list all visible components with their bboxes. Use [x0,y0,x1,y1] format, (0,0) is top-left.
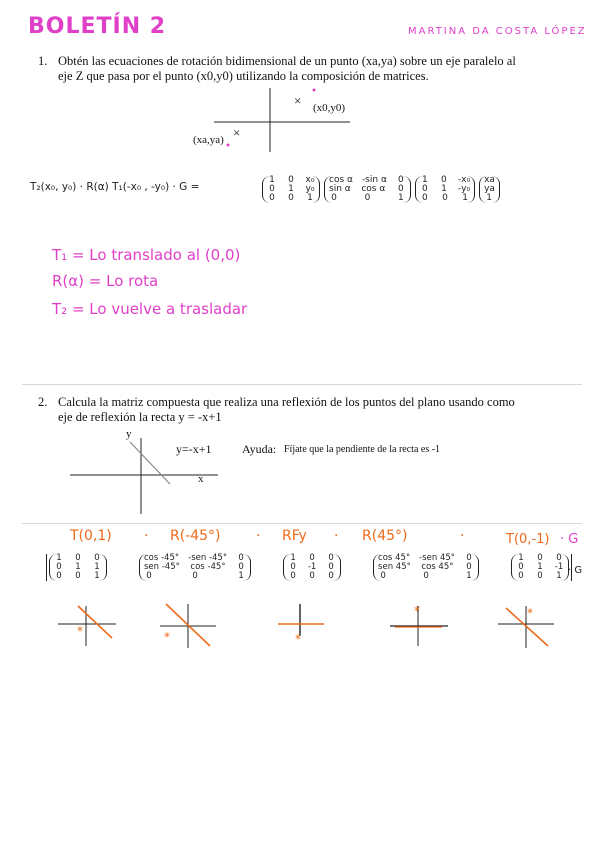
help-text: Fíjate que la pendiente de la recta es -1 [284,444,441,455]
step-dot-3: · [334,528,339,544]
point-a-label: (xa,ya) [193,134,224,146]
matrix-rfy: 1 0 0 0 -1 0 0 0 0 [283,554,341,581]
question-2-text-line2: eje de reflexión la recta y = -x+1 [58,410,222,424]
x0-mark: × [294,93,302,108]
author-name: MARTINA DA COSTA LÓPEZ [408,26,587,37]
matrix-t1: 1 0 -x₀ 0 1 -y₀ 0 0 1 [415,176,475,203]
point-0-label: (x0,y0) [313,102,346,114]
step-r-minus45: R(-45°) [170,528,221,544]
star-mark-1: * [77,624,83,638]
section-divider-2 [22,523,582,524]
pink-dot [313,89,316,92]
note-t1: T₁ = Lo translado al (0,0) [52,246,241,264]
matrix-t01: 1 0 0 0 1 1 0 0 1 [49,554,107,581]
matrix-t2: 1 0 x₀ 0 1 y₀ 0 0 1 [262,176,320,203]
step-dot-4: · [460,528,465,544]
star-mark-5: * [527,606,533,620]
line-equation-label: y=-x+1 [176,442,212,456]
pink-dot-2 [227,144,230,147]
reflection-line [130,442,170,484]
help-label: Ayuda: [242,442,277,456]
q2-matrix-chain [46,554,572,581]
matrix-r-45: cos 45° -sen 45° 0 sen 45° cos 45° 0 0 0 1 [373,554,479,581]
matrix-t0-1: 1 0 0 0 1 -1 0 0 1 [511,554,569,581]
step-t01: T(0,1) [70,528,112,544]
step-t0-1: T(0,-1) [506,532,550,547]
question-1-number: 1. [38,54,48,68]
sketch-5 [498,606,554,648]
matrix-point-a: xa ya 1 [479,176,500,203]
note-r-alpha: R(α) = Lo rota [52,272,159,290]
matrix-chain-tail: · G [568,565,583,576]
axis-y-label: y [126,428,132,440]
xa-mark: × [233,125,241,140]
matrix-r-minus45: cos -45° -sen -45° 0 sen -45° cos -45° 0 0 0 1 [139,554,251,581]
matrix-r-alpha: cos α -sin α 0 sin α cos α 0 0 0 1 [324,176,411,203]
q1-matrix-product [262,176,500,203]
q1-equation-lhs: T₂(x₀, y₀) · R(α) T₁(-x₀ , -y₀) · G = [30,181,200,193]
step-rfy: RFy [282,528,307,544]
question-2-number: 2. [38,395,48,409]
star-mark-2: * [164,630,170,644]
star-mark-3: * [295,632,301,646]
page-title: BOLETÍN 2 [28,14,167,39]
sketch-1 [58,606,116,646]
axis-x-label: x [198,473,204,485]
step-dot-2: · [256,528,261,544]
question-1-text-line2: eje Z que pasa por el punto (x0,y0) utilizando la composición de matrices. [58,69,429,83]
question-2-text-line1: Calcula la matriz compuesta que realiza una reflexión de los puntos del plano usando como [58,395,515,409]
step-r-45: R(45°) [362,528,408,544]
step-sketches [50,600,570,652]
question-1-text-line1: Obtén las ecuaciones de rotación bidimensional de un punto (xa,ya) sobre un eje paralelo al [58,54,516,68]
note-t2: T₂ = Lo vuelve a trasladar [52,300,248,318]
section-divider [22,384,582,385]
star-mark-4: * [414,604,420,618]
step-dot-1: · [144,528,149,544]
sketch-3 [278,604,324,636]
step-g: · G [560,532,579,547]
